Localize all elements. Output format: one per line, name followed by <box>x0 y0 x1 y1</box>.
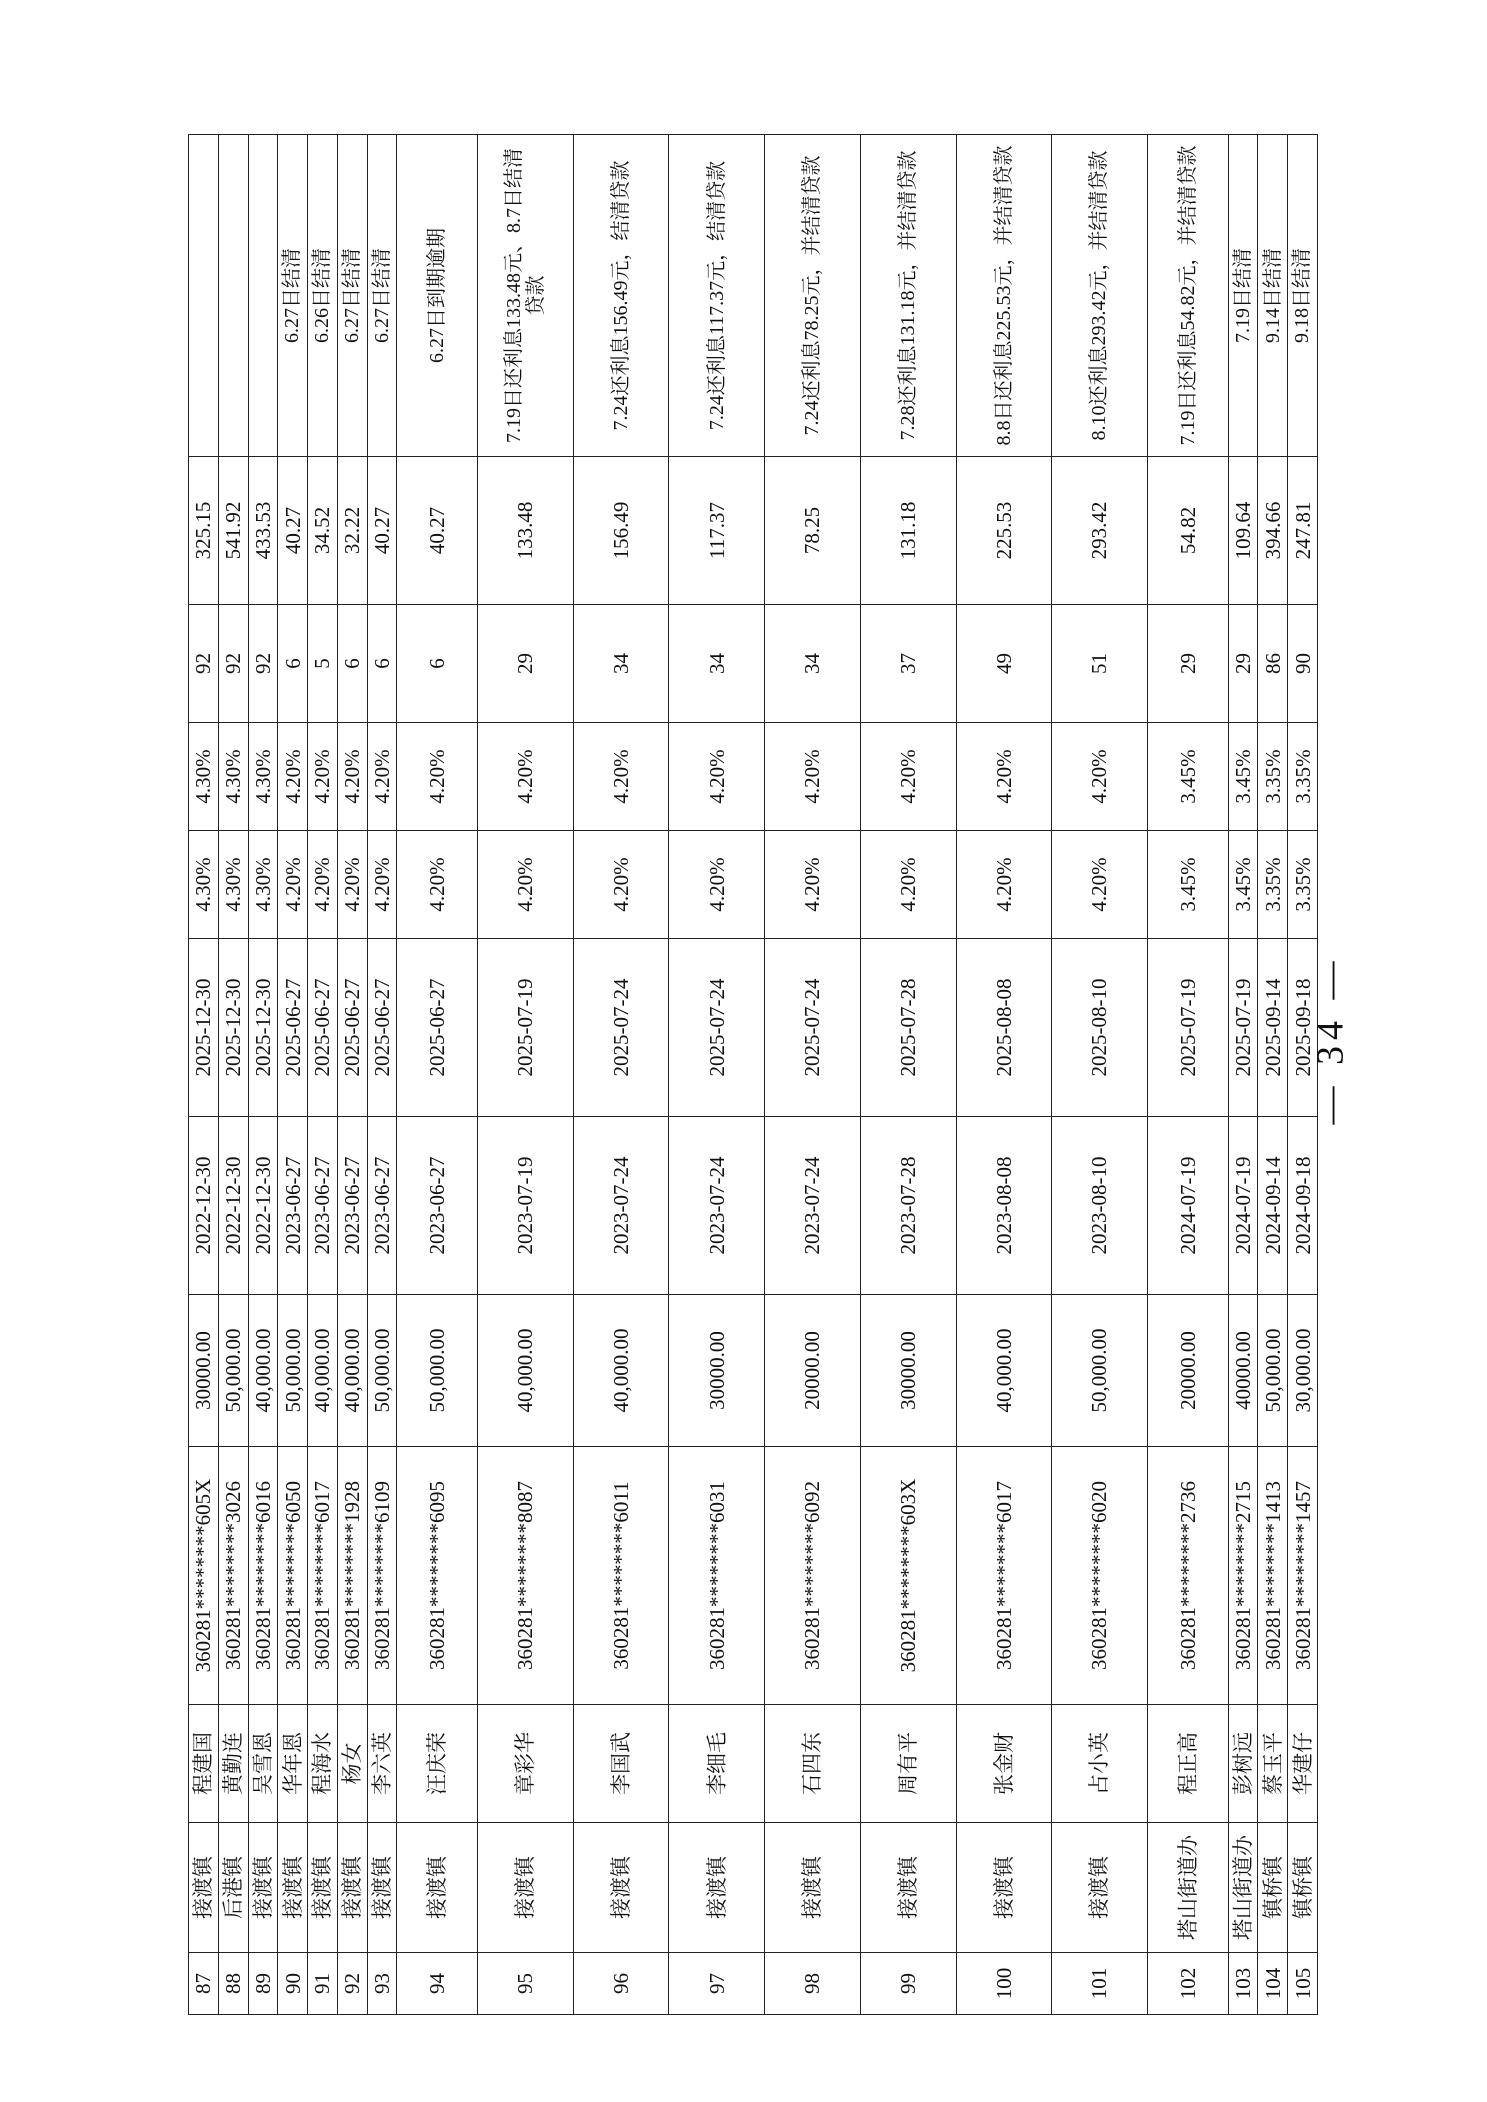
row-number-cell: 90 <box>278 1953 308 2015</box>
end-date-cell: 2025-12-30 <box>218 939 248 1117</box>
table-row <box>367 135 397 2015</box>
name-cell: 周有平 <box>860 1705 956 1823</box>
start-date-cell: 2022-12-30 <box>218 1117 248 1295</box>
row-number-cell: 105 <box>1288 1953 1318 2015</box>
remark-cell: 6.26日结清 <box>308 135 338 457</box>
table-row <box>765 135 861 2015</box>
id-number-cell: 360281********603X <box>860 1447 956 1705</box>
rate-cell: 3.35% <box>1258 831 1288 939</box>
rate-cell: 4.20% <box>860 831 956 939</box>
loan-amount-cell: 30,000.00 <box>1288 1295 1318 1447</box>
loan-amount-cell: 50,000.00 <box>367 1295 397 1447</box>
end-date-cell: 2025-07-24 <box>669 939 765 1117</box>
town-cell: 接渡镇 <box>573 1823 669 1953</box>
town-cell: 接渡镇 <box>397 1823 478 1953</box>
town-cell: 接渡镇 <box>308 1823 338 1953</box>
days-cell: 92 <box>218 605 248 723</box>
remark-cell: 7.19日还利息133.48元、8.7日结清贷款 <box>478 135 574 457</box>
rate-cell: 4.20% <box>308 831 338 939</box>
row-number-cell: 95 <box>478 1953 574 2015</box>
end-date-cell: 2025-07-28 <box>860 939 956 1117</box>
town-cell: 接渡镇 <box>367 1823 397 1953</box>
start-date-cell: 2023-07-24 <box>765 1117 861 1295</box>
start-date-cell: 2023-08-08 <box>956 1117 1052 1295</box>
id-number-cell: 360281********605X <box>189 1447 219 1705</box>
loan-amount-cell: 40000.00 <box>1228 1295 1258 1447</box>
end-date-cell: 2025-07-19 <box>1228 939 1258 1117</box>
end-date-cell: 2025-12-30 <box>248 939 278 1117</box>
rate-cell: 4.20% <box>1052 723 1148 831</box>
name-cell: 程海水 <box>308 1705 338 1823</box>
end-date-cell: 2025-06-27 <box>278 939 308 1117</box>
interest-cell: 541.92 <box>218 457 248 605</box>
row-number-cell: 94 <box>397 1953 478 2015</box>
start-date-cell: 2023-07-28 <box>860 1117 956 1295</box>
rate-cell: 4.20% <box>573 723 669 831</box>
row-number-cell: 98 <box>765 1953 861 2015</box>
interest-cell: 117.37 <box>669 457 765 605</box>
name-cell: 华建仔 <box>1288 1705 1318 1823</box>
name-cell: 张金财 <box>956 1705 1052 1823</box>
days-cell: 29 <box>1147 605 1228 723</box>
remark-cell: 8.8日还利息225.53元，并结清贷款 <box>956 135 1052 457</box>
interest-cell: 325.15 <box>189 457 219 605</box>
days-cell: 37 <box>860 605 956 723</box>
table-row <box>189 135 219 2015</box>
loan-amount-cell: 40,000.00 <box>573 1295 669 1447</box>
table-row <box>248 135 278 2015</box>
loan-amount-cell: 20000.00 <box>765 1295 861 1447</box>
days-cell: 90 <box>1288 605 1318 723</box>
start-date-cell: 2023-06-27 <box>308 1117 338 1295</box>
remark-cell: 7.19日结清 <box>1228 135 1258 457</box>
row-number-cell: 99 <box>860 1953 956 2015</box>
days-cell: 6 <box>397 605 478 723</box>
rate-cell: 4.20% <box>278 723 308 831</box>
rate-cell: 4.20% <box>573 831 669 939</box>
interest-cell: 40.27 <box>367 457 397 605</box>
start-date-cell: 2023-06-27 <box>367 1117 397 1295</box>
loan-amount-cell: 30000.00 <box>669 1295 765 1447</box>
table-row <box>478 135 574 2015</box>
row-number-cell: 102 <box>1147 1953 1228 2015</box>
start-date-cell: 2023-07-24 <box>573 1117 669 1295</box>
loan-amount-cell: 50,000.00 <box>278 1295 308 1447</box>
days-cell: 86 <box>1258 605 1288 723</box>
interest-cell: 247.81 <box>1288 457 1318 605</box>
loan-amount-cell: 20000.00 <box>1147 1295 1228 1447</box>
start-date-cell: 2024-07-19 <box>1228 1117 1258 1295</box>
rate-cell: 4.30% <box>248 831 278 939</box>
loan-amount-cell: 50,000.00 <box>218 1295 248 1447</box>
start-date-cell: 2023-06-27 <box>278 1117 308 1295</box>
row-number-cell: 97 <box>669 1953 765 2015</box>
table-row <box>669 135 765 2015</box>
interest-cell: 225.53 <box>956 457 1052 605</box>
rotated-table-wrapper <box>188 135 1318 2015</box>
start-date-cell: 2024-07-19 <box>1147 1117 1228 1295</box>
table-row <box>1147 135 1228 2015</box>
name-cell: 占小英 <box>1052 1705 1148 1823</box>
days-cell: 51 <box>1052 605 1148 723</box>
rate-cell: 4.20% <box>337 723 367 831</box>
days-cell: 92 <box>189 605 219 723</box>
interest-cell: 433.53 <box>248 457 278 605</box>
rate-cell: 4.20% <box>367 723 397 831</box>
remark-cell <box>189 135 219 457</box>
interest-cell: 34.52 <box>308 457 338 605</box>
days-cell: 34 <box>573 605 669 723</box>
start-date-cell: 2023-07-19 <box>478 1117 574 1295</box>
town-cell: 接渡镇 <box>337 1823 367 1953</box>
name-cell: 黄勤连 <box>218 1705 248 1823</box>
rate-cell: 4.20% <box>765 723 861 831</box>
days-cell: 5 <box>308 605 338 723</box>
loan-amount-cell: 50,000.00 <box>1052 1295 1148 1447</box>
remark-cell: 7.24还利息156.49元，结清贷款 <box>573 135 669 457</box>
id-number-cell: 360281********6031 <box>669 1447 765 1705</box>
loan-amount-cell: 40,000.00 <box>308 1295 338 1447</box>
start-date-cell: 2023-06-27 <box>397 1117 478 1295</box>
end-date-cell: 2025-08-08 <box>956 939 1052 1117</box>
end-date-cell: 2025-12-30 <box>189 939 219 1117</box>
id-number-cell: 360281********1928 <box>337 1447 367 1705</box>
days-cell: 92 <box>248 605 278 723</box>
end-date-cell: 2025-07-19 <box>478 939 574 1117</box>
rate-cell: 4.20% <box>765 831 861 939</box>
row-number-cell: 91 <box>308 1953 338 2015</box>
row-number-cell: 96 <box>573 1953 669 2015</box>
rate-cell: 4.30% <box>218 723 248 831</box>
remark-cell: 9.14日结清 <box>1258 135 1288 457</box>
remark-cell <box>248 135 278 457</box>
row-number-cell: 92 <box>337 1953 367 2015</box>
town-cell: 接渡镇 <box>248 1823 278 1953</box>
interest-cell: 131.18 <box>860 457 956 605</box>
end-date-cell: 2025-09-18 <box>1288 939 1318 1117</box>
town-cell: 镇桥镇 <box>1258 1823 1288 1953</box>
rate-cell: 4.20% <box>1052 831 1148 939</box>
remark-cell: 9.18日结清 <box>1288 135 1318 457</box>
interest-cell: 394.66 <box>1258 457 1288 605</box>
days-cell: 49 <box>956 605 1052 723</box>
rate-cell: 4.20% <box>397 723 478 831</box>
days-cell: 6 <box>367 605 397 723</box>
town-cell: 接渡镇 <box>189 1823 219 1953</box>
remark-cell <box>218 135 248 457</box>
id-number-cell: 360281********6016 <box>248 1447 278 1705</box>
loan-amount-cell: 50,000.00 <box>397 1295 478 1447</box>
rate-cell: 4.20% <box>478 831 574 939</box>
town-cell: 塔山街道办 <box>1147 1823 1228 1953</box>
row-number-cell: 93 <box>367 1953 397 2015</box>
table-row <box>278 135 308 2015</box>
id-number-cell: 360281********3026 <box>218 1447 248 1705</box>
rate-cell: 4.20% <box>669 831 765 939</box>
interest-cell: 78.25 <box>765 457 861 605</box>
end-date-cell: 2025-07-24 <box>573 939 669 1117</box>
end-date-cell: 2025-06-27 <box>308 939 338 1117</box>
name-cell: 石四东 <box>765 1705 861 1823</box>
end-date-cell: 2025-06-27 <box>397 939 478 1117</box>
name-cell: 汪庆荣 <box>397 1705 478 1823</box>
days-cell: 29 <box>478 605 574 723</box>
table-row <box>1052 135 1148 2015</box>
table-row <box>860 135 956 2015</box>
id-number-cell: 360281********2736 <box>1147 1447 1228 1705</box>
loan-amount-cell: 30000.00 <box>189 1295 219 1447</box>
start-date-cell: 2023-06-27 <box>337 1117 367 1295</box>
interest-cell: 40.27 <box>278 457 308 605</box>
name-cell: 章彩华 <box>478 1705 574 1823</box>
loan-amount-cell: 40,000.00 <box>478 1295 574 1447</box>
row-number-cell: 101 <box>1052 1953 1148 2015</box>
id-number-cell: 360281********6017 <box>956 1447 1052 1705</box>
name-cell: 杨女 <box>337 1705 367 1823</box>
table-row <box>308 135 338 2015</box>
end-date-cell: 2025-07-19 <box>1147 939 1228 1117</box>
name-cell: 程正高 <box>1147 1705 1228 1823</box>
name-cell: 蔡玉平 <box>1258 1705 1288 1823</box>
days-cell: 6 <box>278 605 308 723</box>
id-number-cell: 360281********6050 <box>278 1447 308 1705</box>
table-row <box>397 135 478 2015</box>
end-date-cell: 2025-07-24 <box>765 939 861 1117</box>
table-row <box>337 135 367 2015</box>
end-date-cell: 2025-06-27 <box>367 939 397 1117</box>
id-number-cell: 360281********6109 <box>367 1447 397 1705</box>
row-number-cell: 103 <box>1228 1953 1258 2015</box>
town-cell: 接渡镇 <box>956 1823 1052 1953</box>
rate-cell: 4.30% <box>189 831 219 939</box>
rate-cell: 3.45% <box>1147 831 1228 939</box>
row-number-cell: 100 <box>956 1953 1052 2015</box>
loan-table <box>188 134 1318 2015</box>
rate-cell: 3.35% <box>1258 723 1288 831</box>
interest-cell: 156.49 <box>573 457 669 605</box>
row-number-cell: 87 <box>189 1953 219 2015</box>
rate-cell: 4.30% <box>248 723 278 831</box>
town-cell: 后港镇 <box>218 1823 248 1953</box>
start-date-cell: 2022-12-30 <box>189 1117 219 1295</box>
rate-cell: 3.35% <box>1288 723 1318 831</box>
days-cell: 29 <box>1228 605 1258 723</box>
id-number-cell: 360281********6017 <box>308 1447 338 1705</box>
town-cell: 接渡镇 <box>278 1823 308 1953</box>
rate-cell: 4.20% <box>860 723 956 831</box>
name-cell: 华年恩 <box>278 1705 308 1823</box>
name-cell: 彭树远 <box>1228 1705 1258 1823</box>
page-number: — 34 — <box>1309 955 1351 1125</box>
table-row <box>956 135 1052 2015</box>
remark-cell: 6.27日到期逾期 <box>397 135 478 457</box>
rate-cell: 4.20% <box>337 831 367 939</box>
id-number-cell: 360281********6095 <box>397 1447 478 1705</box>
rate-cell: 4.30% <box>218 831 248 939</box>
town-cell: 镇桥镇 <box>1288 1823 1318 1953</box>
id-number-cell: 360281********2715 <box>1228 1447 1258 1705</box>
rate-cell: 4.20% <box>956 831 1052 939</box>
rate-cell: 4.20% <box>956 723 1052 831</box>
loan-amount-cell: 40,000.00 <box>337 1295 367 1447</box>
town-cell: 接渡镇 <box>1052 1823 1148 1953</box>
rate-cell: 3.45% <box>1228 723 1258 831</box>
days-cell: 34 <box>765 605 861 723</box>
start-date-cell: 2023-08-10 <box>1052 1117 1148 1295</box>
id-number-cell: 360281********1457 <box>1288 1447 1318 1705</box>
loan-amount-cell: 50,000.00 <box>1258 1295 1288 1447</box>
town-cell: 接渡镇 <box>765 1823 861 1953</box>
name-cell: 程建国 <box>189 1705 219 1823</box>
rate-cell: 4.20% <box>278 831 308 939</box>
remark-cell: 7.28还利息131.18元，并结清贷款 <box>860 135 956 457</box>
remark-cell: 6.27日结清 <box>367 135 397 457</box>
rate-cell: 4.30% <box>189 723 219 831</box>
name-cell: 李国武 <box>573 1705 669 1823</box>
remark-cell: 6.27日结清 <box>337 135 367 457</box>
table-row <box>573 135 669 2015</box>
id-number-cell: 360281********6092 <box>765 1447 861 1705</box>
rate-cell: 4.20% <box>308 723 338 831</box>
table-row <box>218 135 248 2015</box>
loan-amount-cell: 30000.00 <box>860 1295 956 1447</box>
days-cell: 34 <box>669 605 765 723</box>
table-row <box>1258 135 1288 2015</box>
town-cell: 接渡镇 <box>860 1823 956 1953</box>
name-cell: 李细毛 <box>669 1705 765 1823</box>
remark-cell: 8.10还利息293.42元，并结清贷款 <box>1052 135 1148 457</box>
rate-cell: 4.20% <box>397 831 478 939</box>
rate-cell: 4.20% <box>669 723 765 831</box>
loan-amount-cell: 40,000.00 <box>956 1295 1052 1447</box>
id-number-cell: 360281********1413 <box>1258 1447 1288 1705</box>
interest-cell: 40.27 <box>397 457 478 605</box>
interest-cell: 109.64 <box>1228 457 1258 605</box>
start-date-cell: 2024-09-18 <box>1288 1117 1318 1295</box>
start-date-cell: 2022-12-30 <box>248 1117 278 1295</box>
id-number-cell: 360281********6020 <box>1052 1447 1148 1705</box>
name-cell: 吴雪恩 <box>248 1705 278 1823</box>
town-cell: 塔山街道办 <box>1228 1823 1258 1953</box>
remark-cell: 7.24还利息78.25元，并结清贷款 <box>765 135 861 457</box>
end-date-cell: 2025-08-10 <box>1052 939 1148 1117</box>
remark-cell: 7.24还利息117.37元，结清贷款 <box>669 135 765 457</box>
name-cell: 李六英 <box>367 1705 397 1823</box>
end-date-cell: 2025-06-27 <box>337 939 367 1117</box>
row-number-cell: 88 <box>218 1953 248 2015</box>
rate-cell: 3.45% <box>1228 831 1258 939</box>
row-number-cell: 104 <box>1258 1953 1288 2015</box>
remark-cell: 7.19日还利息54.82元，并结清贷款 <box>1147 135 1228 457</box>
table-row <box>1228 135 1258 2015</box>
rate-cell: 4.20% <box>478 723 574 831</box>
rate-cell: 3.35% <box>1288 831 1318 939</box>
town-cell: 接渡镇 <box>669 1823 765 1953</box>
id-number-cell: 360281********8087 <box>478 1447 574 1705</box>
interest-cell: 32.22 <box>337 457 367 605</box>
remark-cell: 6.27日结清 <box>278 135 308 457</box>
days-cell: 6 <box>337 605 367 723</box>
rate-cell: 3.45% <box>1147 723 1228 831</box>
rate-cell: 4.20% <box>367 831 397 939</box>
row-number-cell: 89 <box>248 1953 278 2015</box>
interest-cell: 54.82 <box>1147 457 1228 605</box>
loan-amount-cell: 40,000.00 <box>248 1295 278 1447</box>
interest-cell: 133.48 <box>478 457 574 605</box>
start-date-cell: 2024-09-14 <box>1258 1117 1288 1295</box>
town-cell: 接渡镇 <box>478 1823 574 1953</box>
id-number-cell: 360281********6011 <box>573 1447 669 1705</box>
interest-cell: 293.42 <box>1052 457 1148 605</box>
end-date-cell: 2025-09-14 <box>1258 939 1288 1117</box>
start-date-cell: 2023-07-24 <box>669 1117 765 1295</box>
